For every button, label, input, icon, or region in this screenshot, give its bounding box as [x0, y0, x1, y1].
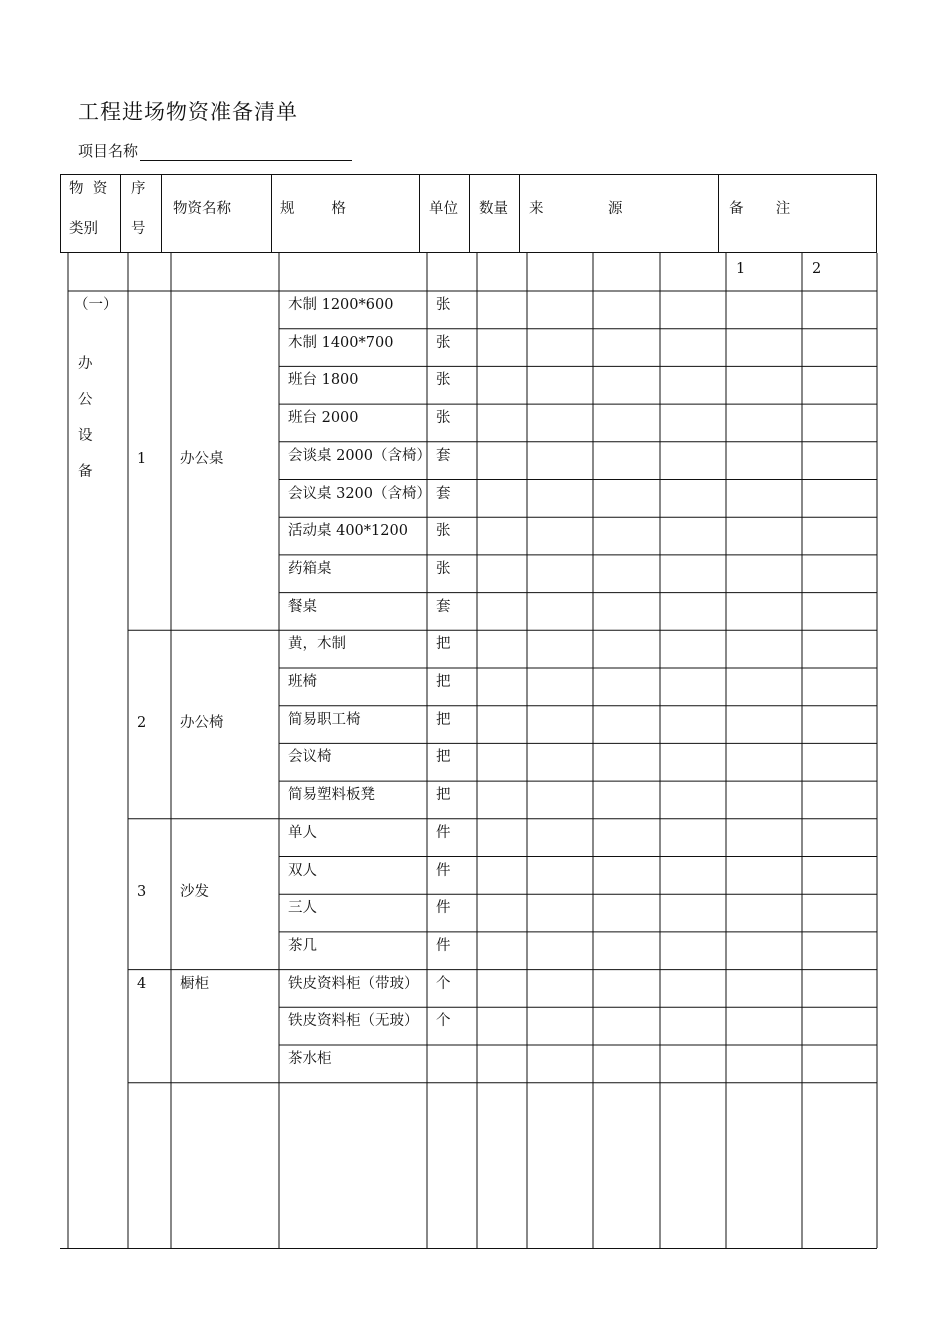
item-spec: 双人	[288, 862, 317, 879]
item-spec: 药箱桌	[288, 560, 332, 577]
item-unit: 把	[436, 674, 451, 690]
item-spec: 茶水柜	[288, 1051, 332, 1067]
subheader-label: 2	[812, 261, 822, 277]
category-char: 设	[78, 428, 93, 444]
item-spec: 简易职工椅	[288, 711, 361, 728]
item-spec: 单人	[288, 824, 317, 841]
item-unit: 张	[436, 560, 451, 577]
group-seq: 3	[137, 884, 147, 901]
item-spec: 铁皮资料柜（无玻）	[288, 1013, 419, 1030]
item-spec: 木制 1400*700	[288, 334, 394, 351]
item-unit: 张	[436, 410, 451, 427]
category-paren: （一）	[74, 297, 118, 313]
item-unit: 件	[436, 937, 451, 954]
item-unit: 把	[436, 636, 451, 653]
item-unit: 件	[436, 862, 451, 879]
item-spec: 班台 2000	[288, 410, 359, 427]
header-remark: 备 注	[729, 201, 791, 217]
page-bottom-rule	[60, 1248, 877, 1249]
header-category-line1: 物 资	[69, 181, 108, 197]
header-category-line2: 类别	[69, 221, 98, 237]
item-unit: 套	[436, 447, 451, 464]
project-name-label: 项目名称	[78, 142, 139, 160]
item-unit: 把	[436, 711, 451, 728]
header-spec: 规 格	[280, 201, 346, 217]
item-spec: 茶几	[288, 937, 317, 954]
header-unit: 单位	[429, 201, 458, 217]
group-name: 沙发	[180, 884, 209, 901]
header-qty: 数量	[479, 201, 508, 217]
item-spec: 餐桌	[288, 598, 317, 615]
item-unit: 张	[436, 297, 451, 313]
item-spec: 班椅	[288, 674, 317, 690]
item-unit: 张	[436, 523, 451, 540]
item-spec: 会议桌 3200（含椅）	[288, 485, 432, 502]
item-unit: 件	[436, 900, 451, 917]
item-unit: 张	[436, 372, 451, 389]
category-char: 办	[78, 356, 93, 372]
item-unit: 个	[436, 1013, 451, 1030]
item-unit: 个	[436, 975, 451, 992]
category-char: 公	[78, 392, 93, 408]
item-spec: 黄，木制	[288, 636, 346, 653]
item-spec: 三人	[288, 900, 317, 917]
group-seq: 1	[137, 450, 147, 467]
item-spec: 会议椅	[288, 749, 332, 766]
group-name: 办公桌	[180, 450, 224, 467]
item-spec: 木制 1200*600	[288, 297, 394, 313]
document-title: 工程进场物资准备清单	[78, 100, 298, 124]
header-seq-line1: 序	[131, 181, 146, 197]
item-spec: 会谈桌 2000（含椅）	[288, 447, 432, 464]
item-spec: 班台 1800	[288, 372, 359, 389]
item-unit: 把	[436, 749, 451, 766]
group-name: 办公椅	[180, 714, 224, 731]
subheader-label: 1	[736, 261, 746, 277]
item-unit: 套	[436, 598, 451, 615]
item-unit: 把	[436, 787, 451, 804]
header-source: 来 源	[529, 201, 623, 217]
item-spec: 简易塑料板凳	[288, 787, 375, 804]
item-unit: 件	[436, 824, 451, 841]
item-unit: 张	[436, 334, 451, 351]
header-name: 物资名称	[173, 201, 231, 217]
item-spec: 铁皮资料柜（带玻）	[288, 975, 419, 992]
group-name: 橱柜	[180, 975, 209, 992]
group-seq: 2	[137, 714, 147, 731]
item-spec: 活动桌 400*1200	[288, 523, 408, 540]
header-seq-line2: 号	[131, 221, 146, 237]
group-seq: 4	[137, 975, 147, 992]
category-char: 备	[78, 464, 93, 480]
item-unit: 套	[436, 485, 451, 502]
